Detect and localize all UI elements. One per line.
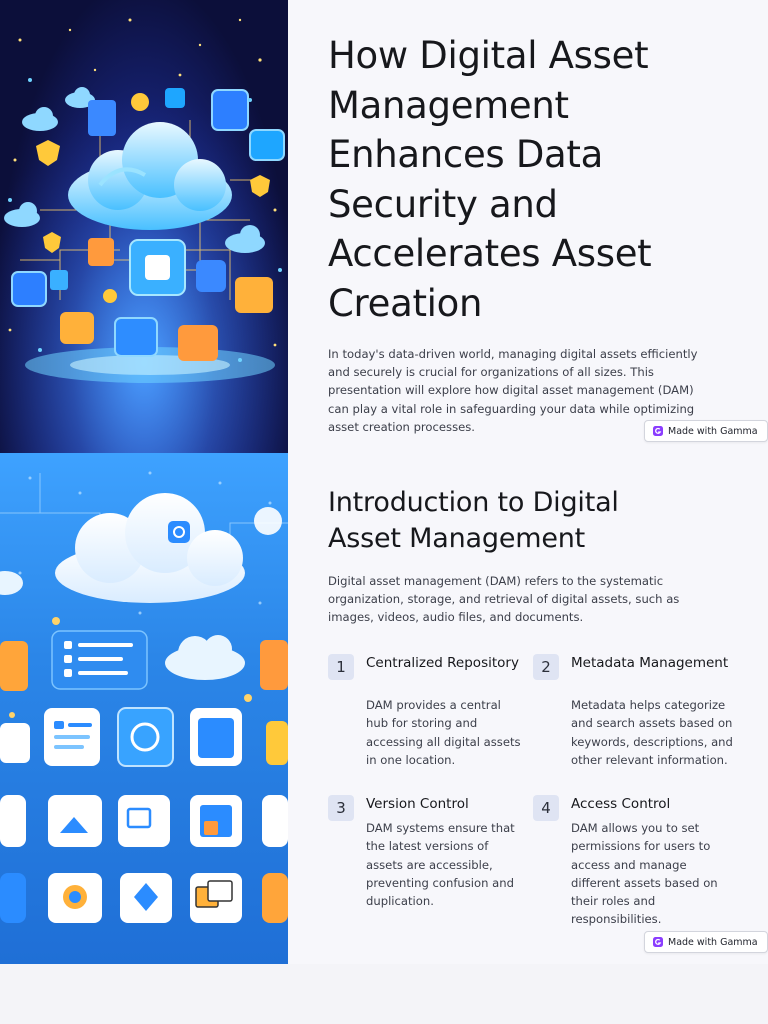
cloud-apps-image <box>0 453 288 964</box>
feature-description: DAM allows you to set permissions for users to access and manage different assets based on their roles and responsibilities. <box>571 821 718 927</box>
feature-version-control <box>328 795 528 909</box>
made-with-gamma-badge[interactable] <box>644 931 768 953</box>
feature-number-badge: 2 <box>533 654 559 680</box>
page-background <box>0 964 768 1024</box>
feature-number-badge: 4 <box>533 795 559 821</box>
slide-1-content <box>328 31 738 328</box>
cloud-network-image <box>0 0 288 453</box>
slide-1-title: How Digital Asset Management Enhances Data Security and Accelerates Asset Creation <box>328 34 652 325</box>
gamma-logo-icon <box>653 426 663 436</box>
feature-description: DAM provides a central hub for storing and accessing all digital assets in one location. <box>366 698 521 767</box>
made-with-gamma-label: Made with Gamma <box>668 425 758 437</box>
feature-access-control <box>533 795 733 925</box>
feature-description: Metadata helps categorize and search assets based on keywords, descriptions, and other relevant information. <box>571 698 733 767</box>
feature-number-badge: 3 <box>328 795 354 821</box>
slide-2-intro-block <box>328 572 728 627</box>
feature-title: Version Control <box>366 796 469 812</box>
feature-metadata-management <box>533 654 733 774</box>
slide-2-intro: Digital asset management (DAM) refers to the systematic organization, storage, and retrieval of digital assets, such as images, videos, audio files, and documents. <box>328 574 680 625</box>
slide-1-intro: In today's data-driven world, managing digital assets efficiently and securely is crucial for organizations of all sizes. This presentation will explore how digital asset management (DAM) can play a vital role in safeguarding your data while optimizing asset creation processes. <box>328 347 698 434</box>
cloud-apps-illustration <box>0 453 288 964</box>
feature-title: Centralized Repository <box>366 655 519 671</box>
slide-2 <box>0 453 768 964</box>
feature-description: DAM systems ensure that the latest versions of assets are accessible, preventing confusion and duplication. <box>366 821 515 909</box>
feature-title: Metadata Management <box>571 655 729 671</box>
slide-2-heading-block <box>328 485 688 557</box>
feature-number-badge: 1 <box>328 654 354 680</box>
feature-centralized-repository <box>328 654 528 774</box>
made-with-gamma-label: Made with Gamma <box>668 936 758 948</box>
made-with-gamma-badge[interactable] <box>644 420 768 442</box>
gamma-logo-icon <box>653 937 663 947</box>
cloud-network-illustration <box>0 0 288 453</box>
slide-2-title: Introduction to Digital Asset Management <box>328 487 619 554</box>
slide-1 <box>0 0 768 453</box>
feature-title: Access Control <box>571 796 671 812</box>
